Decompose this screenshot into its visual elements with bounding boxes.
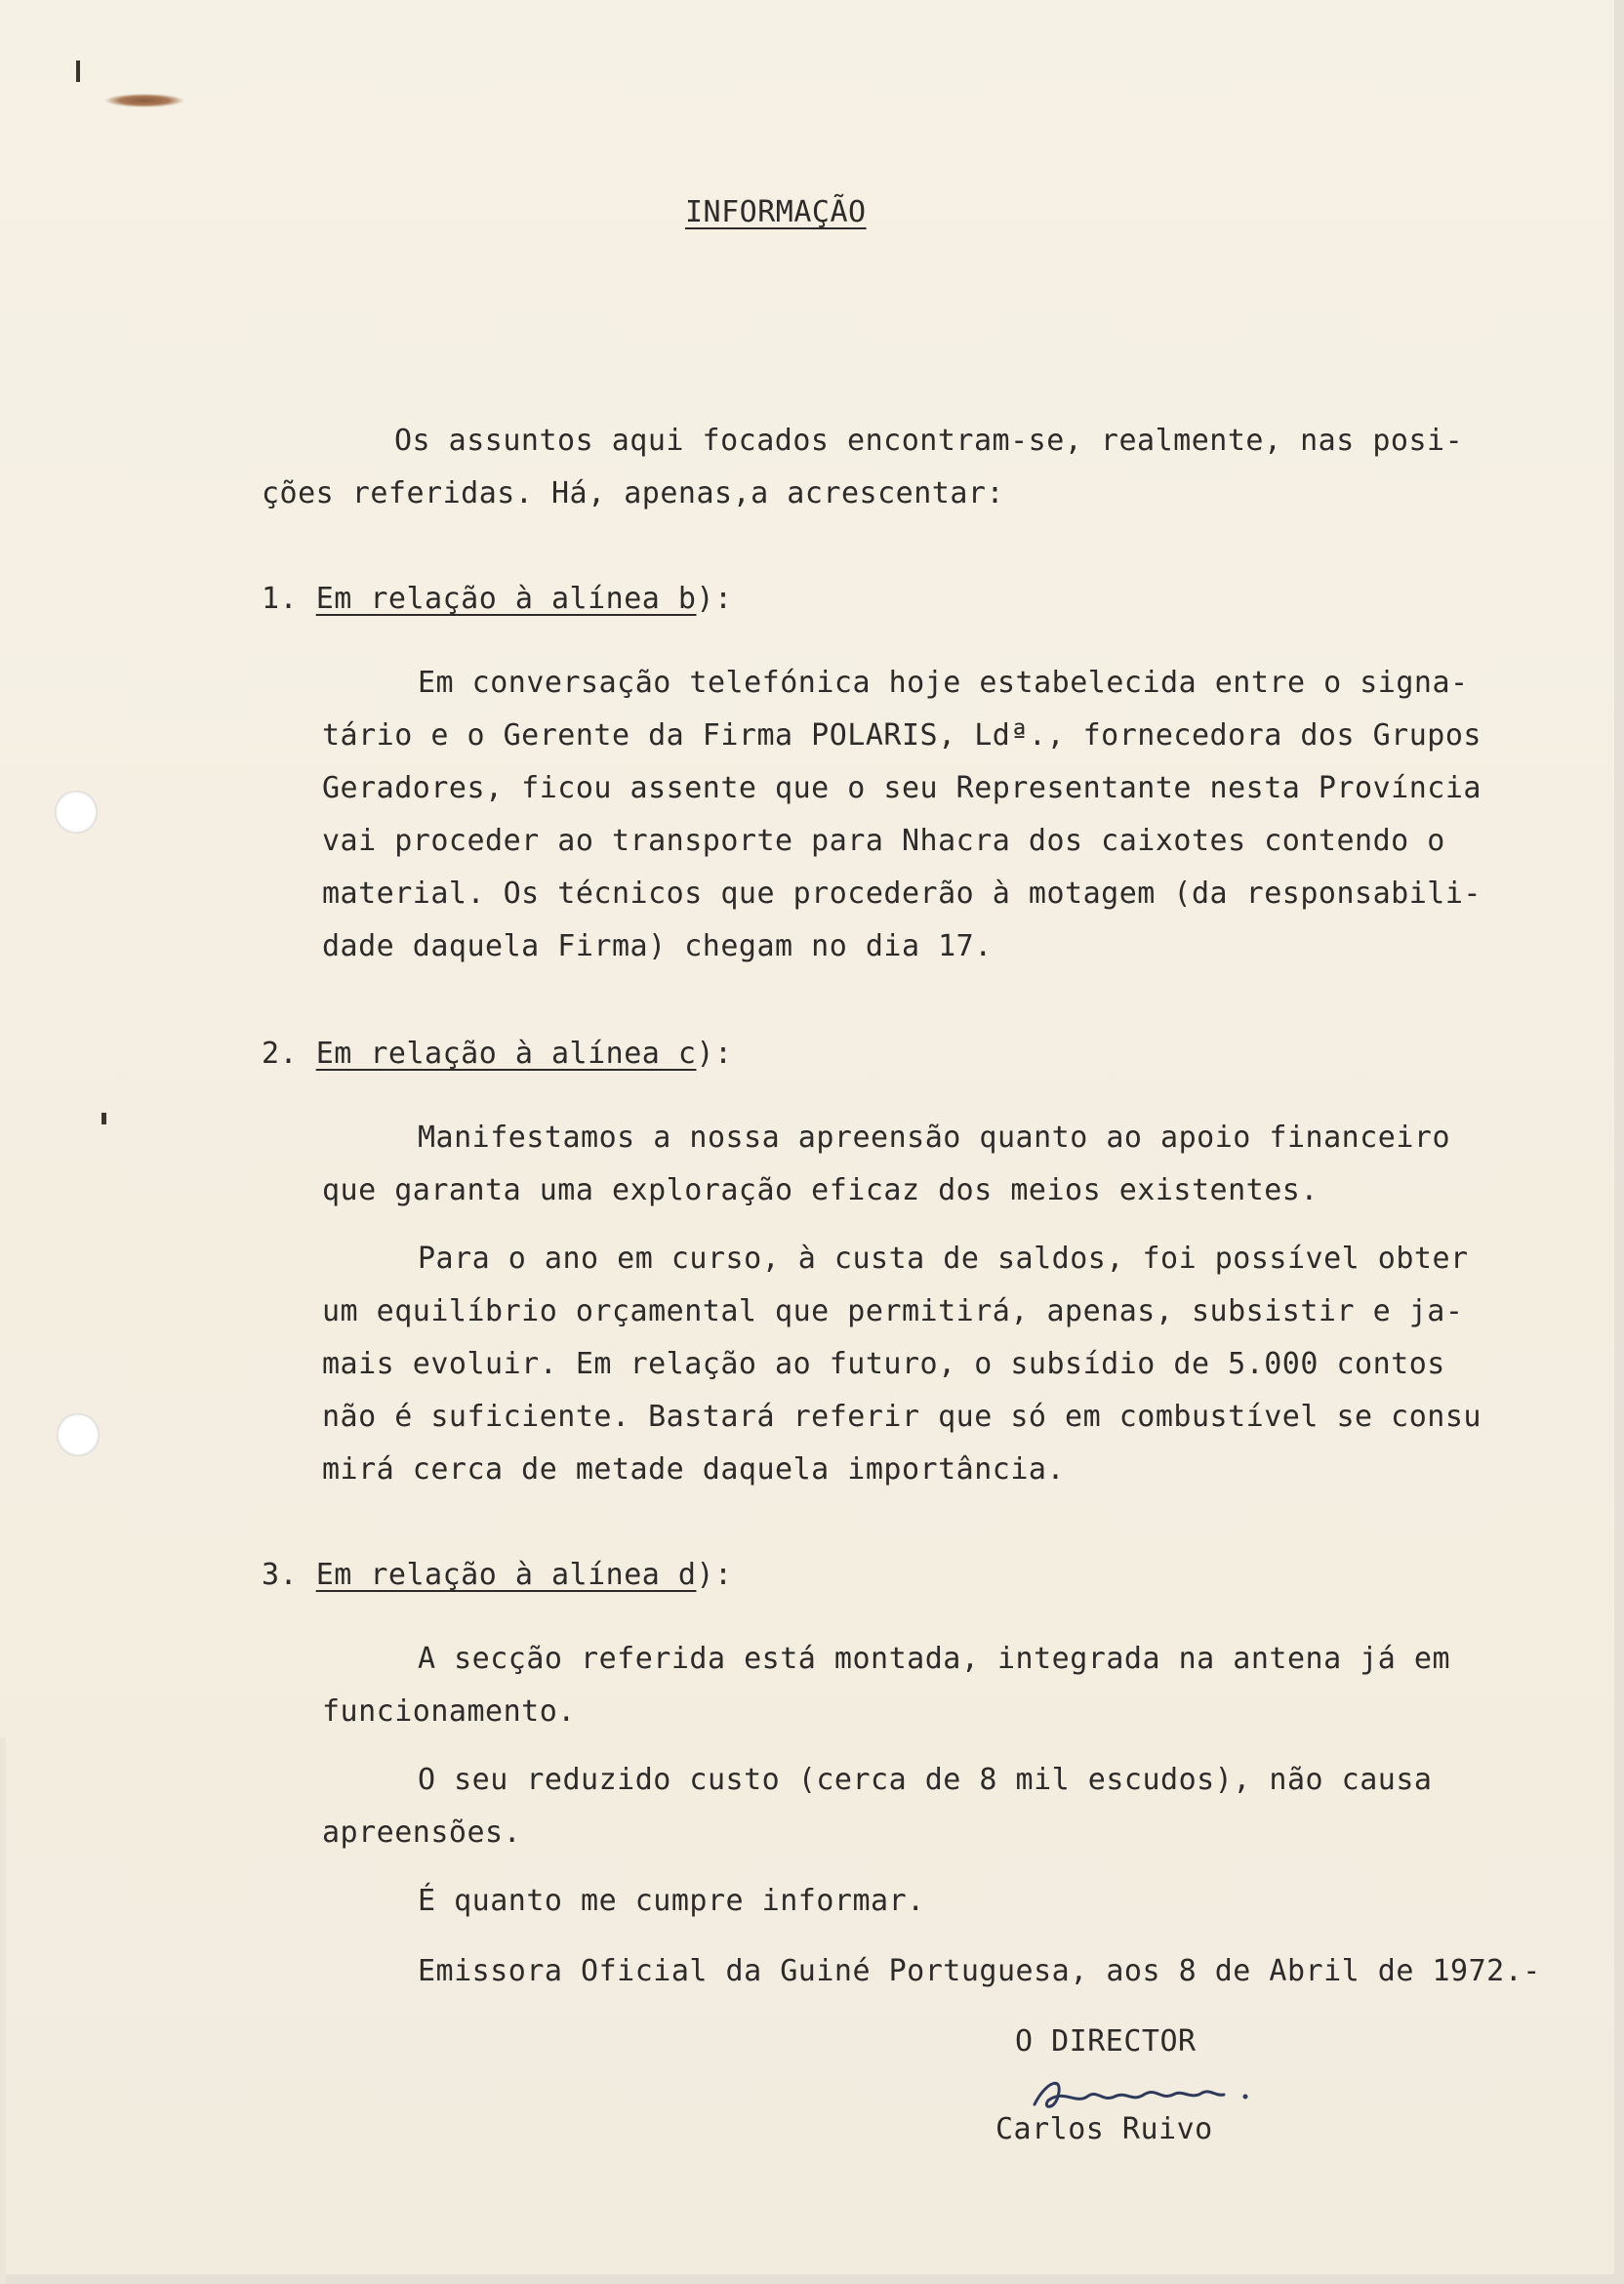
body-line: um equilíbrio orçamental que permitirá, apenas, subsistir e ja- — [322, 1294, 1464, 1328]
body-line: funcionamento. — [322, 1694, 576, 1729]
section-1-heading — [262, 582, 733, 617]
section-heading-text: Em relação à alínea c — [315, 1037, 697, 1071]
section-heading-suffix: ): — [696, 1037, 733, 1071]
body-line: mais evoluir. Em relação ao futuro, o subsídio de 5.000 contos — [322, 1347, 1445, 1381]
body-line: A secção referida está montada, integrada na antena já em — [418, 1642, 1451, 1676]
body-line: Para o ano em curso, à custa de saldos, foi possível obter — [418, 1242, 1469, 1276]
page-edge-right — [1614, 0, 1624, 2284]
ink-mark — [102, 1113, 106, 1124]
ink-mark — [76, 61, 80, 82]
intro-line: Os assuntos aqui focados encontram-se, realmente, nas posi- — [394, 424, 1464, 458]
body-line: mirá cerca de metade daquela importância. — [322, 1452, 1066, 1487]
punch-hole-bottom — [57, 1413, 100, 1456]
body-line: material. Os técnicos que procederão à motagem (da responsabili- — [322, 877, 1482, 911]
body-line: Geradores, ficou assente que o seu Representante nesta Província — [322, 771, 1482, 805]
section-heading-text: Em relação à alínea d — [315, 1558, 697, 1592]
body-line: vai proceder ao transporte para Nhacra dos caixotes contendo o — [322, 824, 1445, 858]
section-heading-suffix: ): — [696, 1558, 733, 1592]
punch-hole-top — [55, 791, 98, 834]
body-line: Em conversação telefónica hoje estabelecida entre o signa- — [418, 666, 1469, 700]
signatory-name: Carlos Ruivo — [995, 2112, 1213, 2146]
section-number: 3. — [262, 1558, 299, 1592]
paperclip-stain-icon — [105, 94, 183, 107]
body-line: que garanta uma exploração eficaz dos meios existentes. — [322, 1173, 1319, 1207]
body-line: Manifestamos a nossa apreensão quanto ao apoio financeiro — [418, 1121, 1451, 1155]
closing-line: É quanto me cumpre informar. — [418, 1884, 925, 1918]
document-title: INFORMAÇÃO — [685, 195, 867, 229]
body-line: dade daquela Firma) chegam no dia 17. — [322, 929, 993, 963]
place-date-line: Emissora Oficial da Guiné Portuguesa, aos 8 de Abril de 1972.- — [418, 1954, 1541, 1988]
intro-line: ções referidas. Há, apenas,a acrescentar: — [262, 476, 1005, 510]
page-edge-left — [0, 1737, 6, 2284]
page-edge-bottom — [0, 2274, 1624, 2284]
section-2-heading — [262, 1037, 733, 1072]
body-line: O seu reduzido custo (cerca de 8 mil escudos), não causa — [418, 1763, 1433, 1797]
section-3-heading — [262, 1558, 733, 1593]
body-line: apreensões. — [322, 1815, 522, 1850]
section-number: 1. — [262, 582, 299, 616]
section-heading-text: Em relação à alínea b — [315, 582, 697, 616]
body-line: não é suficiente. Bastará referir que só em combustível se consu — [322, 1400, 1482, 1434]
section-heading-suffix: ): — [696, 582, 733, 616]
signatory-title: O DIRECTOR — [1015, 2024, 1197, 2059]
body-line: tário e o Gerente da Firma POLARIS, Ldª., fornecedora dos Grupos — [322, 718, 1482, 753]
signature-icon — [1025, 2067, 1269, 2116]
section-number: 2. — [262, 1037, 299, 1071]
